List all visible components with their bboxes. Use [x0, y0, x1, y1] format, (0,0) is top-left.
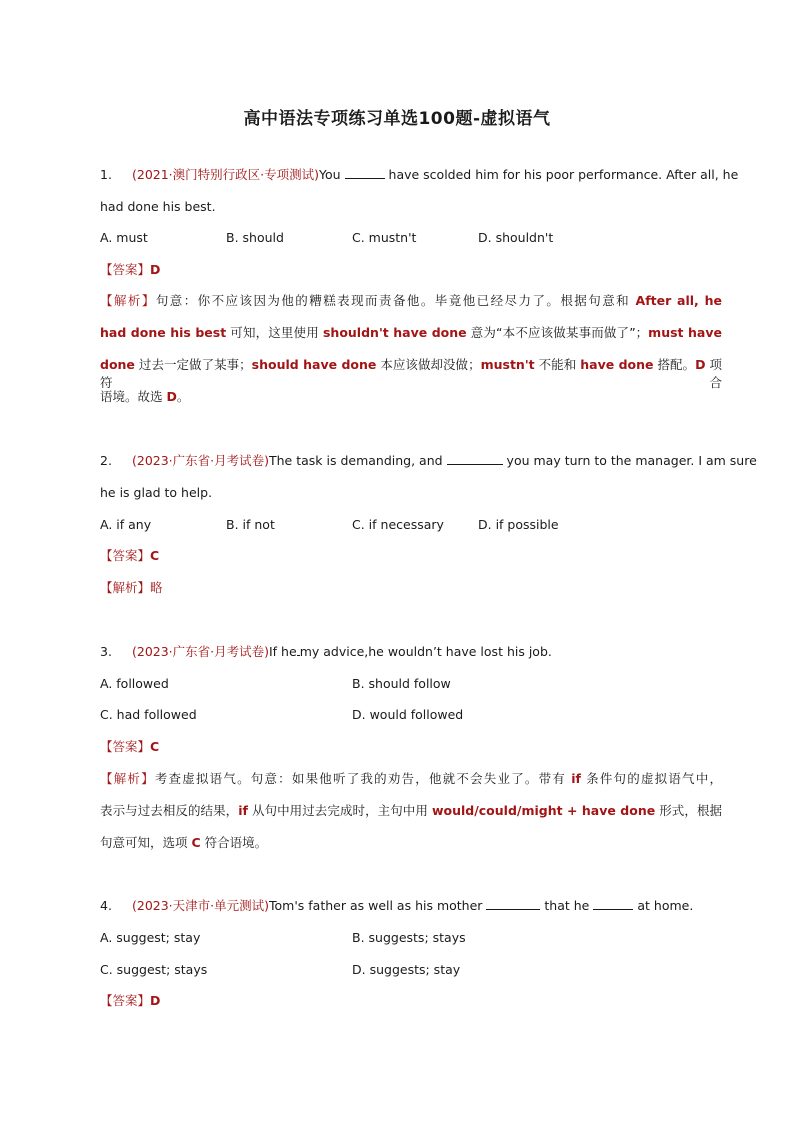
answer-row	[100, 738, 159, 756]
answer-label: 【答案】	[100, 739, 151, 754]
stem-text: you may turn to the manager. I am sure	[506, 453, 757, 468]
answer-row	[100, 261, 160, 279]
answer-label: 【答案】	[100, 993, 151, 1008]
analysis-text: 考查虚拟语气。句意：如果他听了我的劝告，他就不会失业了。带有	[154, 771, 572, 786]
answer-label: 【答案】	[100, 262, 151, 277]
option-c: C. had followed	[100, 707, 197, 722]
analysis-text: 。	[176, 389, 190, 404]
answer-value: D	[150, 993, 161, 1008]
stem-text: Tom's father as well as his mother	[269, 898, 483, 913]
question-4-stem	[100, 897, 693, 915]
analysis-keyword: D	[166, 389, 177, 404]
analysis-line	[100, 292, 722, 310]
analysis-text: 句意可知，选项	[100, 835, 192, 850]
analysis-keyword: if	[571, 771, 581, 786]
analysis-text: 搭配。	[653, 357, 696, 372]
option-c: C. suggest; stays	[100, 962, 208, 977]
analysis-text: 条件句的虚拟语气中，	[580, 771, 722, 786]
analysis-row	[100, 579, 163, 597]
question-number: 3.	[100, 644, 112, 659]
option-c: C. if necessary	[352, 517, 444, 532]
question-1-stem	[100, 166, 738, 184]
answer-row	[100, 992, 160, 1010]
answer-value: C	[150, 548, 160, 563]
answer-blank	[486, 897, 540, 910]
option-b: B. should follow	[352, 676, 451, 691]
analysis-text: 可知，这里使用	[226, 325, 323, 340]
analysis-text: 意为“本不应该做某事而做了”；	[466, 325, 649, 340]
analysis-text: 语境。故选	[100, 389, 167, 404]
option-a: A. must	[100, 230, 148, 245]
option-b: B. suggests; stays	[352, 930, 466, 945]
option-a: A. if any	[100, 517, 152, 532]
answer-blank	[593, 897, 633, 910]
stem-text: have scolded him for his poor performance. After all, he	[388, 167, 739, 182]
option-b: B. should	[226, 230, 284, 245]
analysis-text: 形式，根据	[655, 803, 722, 818]
analysis-keyword: would/could/might + have done	[431, 803, 656, 818]
analysis-line	[100, 388, 189, 406]
analysis-text: 项符合	[100, 357, 722, 390]
option-a: A. followed	[100, 676, 169, 691]
analysis-text: 本应该做却没做；	[376, 357, 481, 372]
question-2-stem-line2: he is glad to help.	[100, 485, 213, 500]
analysis-line	[100, 770, 722, 788]
question-number: 1.	[100, 167, 112, 182]
option-d: D. shouldn't	[478, 230, 554, 245]
analysis-keyword: C	[191, 835, 201, 850]
analysis-keyword: have done	[580, 357, 654, 372]
question-source: (2021·澳门特别行政区·专项测试)	[131, 167, 319, 182]
analysis-keyword: if	[238, 803, 248, 818]
answer-label: 【答案】	[100, 548, 151, 563]
analysis-keyword: had done his best	[100, 325, 227, 340]
answer-blank	[447, 452, 503, 465]
question-number: 4.	[100, 898, 112, 913]
analysis-line	[100, 356, 722, 392]
analysis-text: 过去一定做了某事；	[134, 357, 252, 372]
analysis-text: 句意：你不应该因为他的糟糕表现而责备他。毕竟他已经尽力了。根据句意和	[155, 293, 636, 308]
option-b: B. if not	[226, 517, 275, 532]
analysis-label: 【解析】	[100, 580, 151, 595]
question-2-stem	[100, 452, 757, 470]
option-d: D. would followed	[352, 707, 464, 722]
analysis-keyword: mustn't	[480, 357, 535, 372]
analysis-keyword: After all, he	[635, 293, 722, 308]
stem-text: that he	[544, 898, 590, 913]
analysis-text: 略	[150, 580, 163, 595]
analysis-line	[100, 834, 267, 852]
option-a: A. suggest; stay	[100, 930, 201, 945]
analysis-keyword: done	[100, 357, 135, 372]
stem-text: at home.	[637, 898, 694, 913]
analysis-text: 从句中用过去完成时，主句中用	[247, 803, 432, 818]
option-d: D. suggests; stay	[352, 962, 461, 977]
question-source: (2023·广东省·月考试卷)	[131, 453, 269, 468]
answer-value: D	[150, 262, 161, 277]
analysis-line	[100, 324, 722, 342]
stem-text: You	[319, 167, 341, 182]
answer-row	[100, 547, 159, 565]
question-source: (2023·广东省·月考试卷)	[131, 644, 269, 659]
analysis-keyword: shouldn't have done	[322, 325, 467, 340]
analysis-text: 表示与过去相反的结果，	[100, 803, 239, 818]
analysis-keyword: should have done	[251, 357, 377, 372]
analysis-text: 符合语境。	[200, 835, 268, 850]
option-d: D. if possible	[478, 517, 559, 532]
analysis-label: 【解析】	[100, 771, 155, 786]
answer-value: C	[150, 739, 160, 754]
question-number: 2.	[100, 453, 112, 468]
question-source: (2023·天津市·单元测试)	[131, 898, 269, 913]
analysis-line	[100, 802, 722, 820]
analysis-label: 【解析】	[100, 293, 156, 308]
analysis-keyword: must have	[648, 325, 722, 340]
question-1-stem-line2: had done his best.	[100, 199, 216, 214]
document-title: 高中语法专项练习单选100题-虚拟语气	[243, 109, 551, 129]
option-c: C. mustn't	[352, 230, 417, 245]
stem-text: The task is demanding, and	[269, 453, 443, 468]
analysis-text: 不能和	[534, 357, 581, 372]
question-3-stem	[100, 643, 552, 661]
stem-text: my advice,he wouldn’t have lost his job.	[299, 644, 552, 659]
answer-blank	[345, 166, 385, 179]
analysis-keyword: D	[695, 357, 706, 372]
stem-text: If he	[269, 644, 297, 659]
